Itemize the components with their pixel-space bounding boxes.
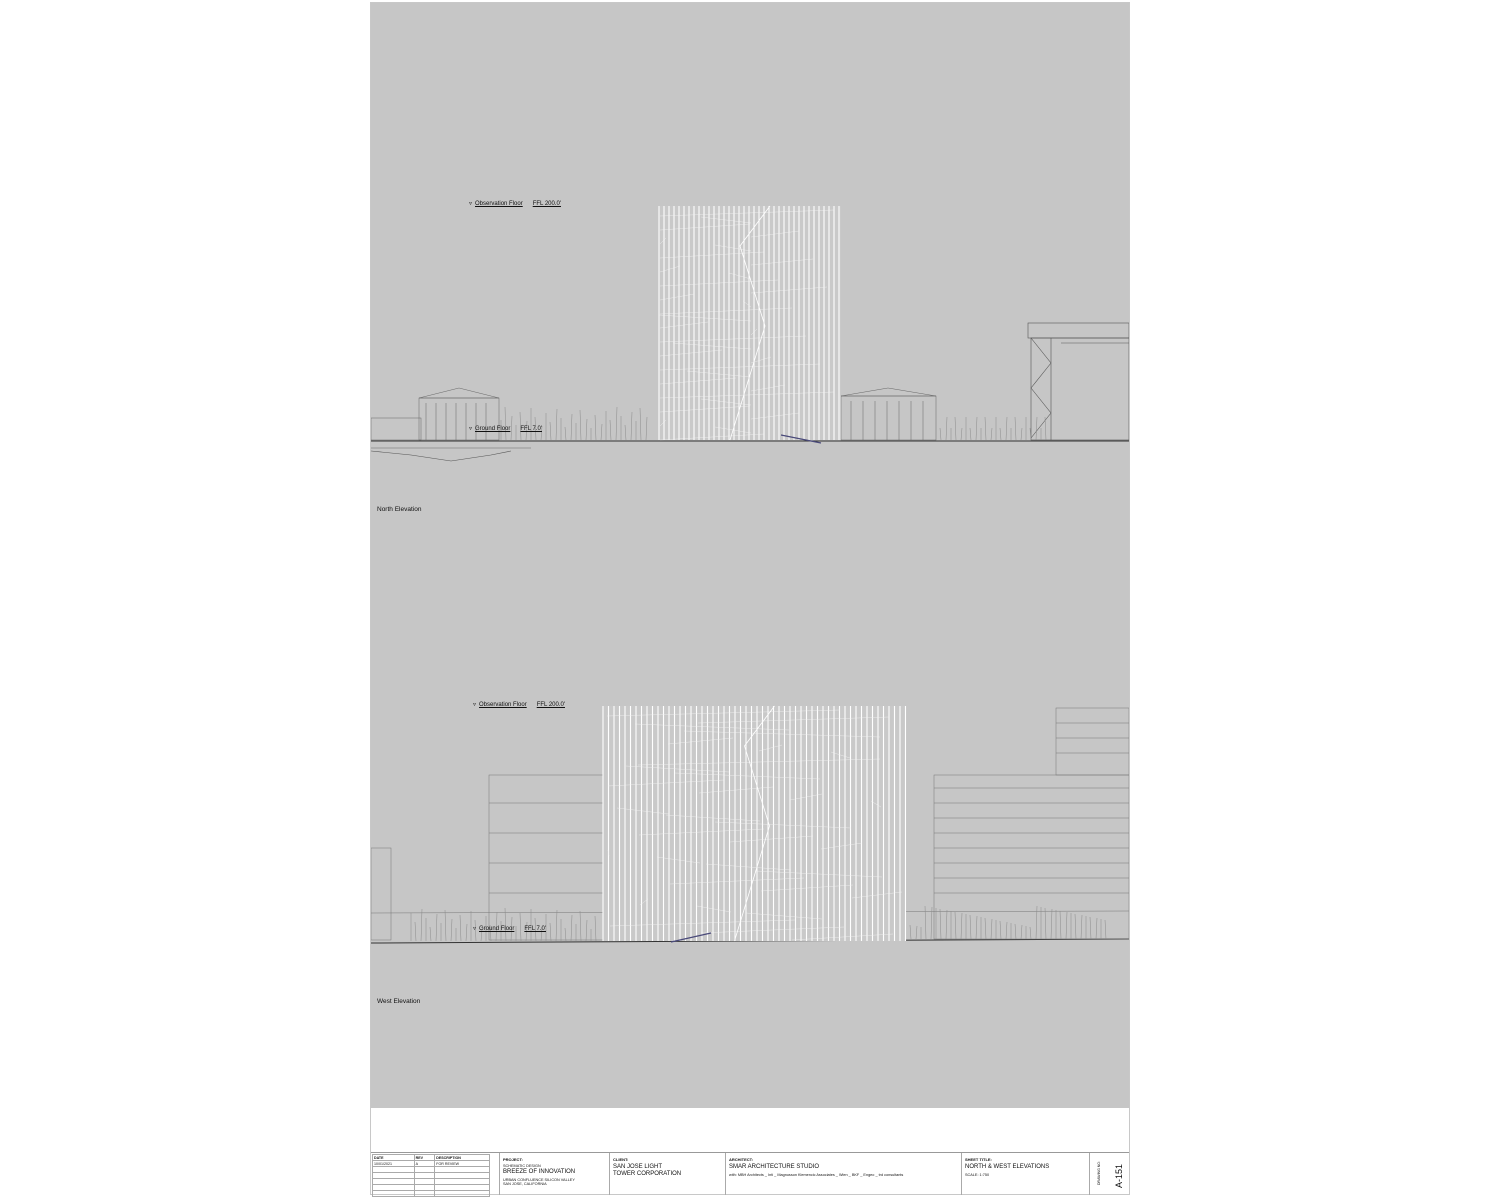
north-elevation-view xyxy=(371,3,1129,513)
architect-name: SMAR ARCHITECTURE STUDIO xyxy=(729,1164,820,1170)
ground-floor-level-marker xyxy=(469,425,542,432)
rev-header-description: DESCRIPTION xyxy=(435,1155,490,1161)
right-building xyxy=(934,708,1129,939)
rev-date: 10/01/2021 xyxy=(373,1161,415,1167)
project-name: BREEZE OF INNOVATION xyxy=(503,1168,576,1175)
level-ffl: FFL 200.0' xyxy=(532,201,561,207)
level-ffl: FFL 7.0' xyxy=(524,926,546,932)
north-elevation-drawing xyxy=(371,3,1129,523)
drawing-area xyxy=(371,3,1129,1108)
left-building xyxy=(371,388,499,440)
revision-table xyxy=(371,1153,491,1195)
left-building xyxy=(371,775,604,940)
rev-description: FOR REVIEW xyxy=(435,1161,490,1167)
level-name: Observation Floor xyxy=(479,702,527,708)
level-triangle-icon: ▿ xyxy=(469,201,473,207)
sheet-title-cell xyxy=(961,1153,1089,1195)
west-elevation-view xyxy=(371,503,1129,1003)
tower-facade xyxy=(603,706,906,941)
level-name: Ground Floor xyxy=(479,926,515,932)
west-elevation-drawing xyxy=(371,503,1129,1023)
level-triangle-icon: ▿ xyxy=(469,426,473,432)
level-name: Ground Floor xyxy=(475,426,511,432)
drawing-number-label: DRAWING NO: xyxy=(1096,1161,1101,1185)
rev-header-rev: REV xyxy=(414,1155,435,1161)
tower-facade xyxy=(659,206,841,440)
drawing-number-cell xyxy=(1089,1153,1129,1195)
right-structure xyxy=(1028,323,1129,440)
level-ffl: FFL 200.0' xyxy=(536,702,565,708)
observation-floor-level-marker xyxy=(473,701,565,708)
level-ffl: FFL 7.0' xyxy=(520,426,542,432)
client-name-line1: SAN JOSE LIGHT xyxy=(613,1164,663,1170)
table-row xyxy=(373,1191,490,1197)
project-phase: SCHEMATIC DESIGN xyxy=(503,1164,541,1168)
right-building xyxy=(841,388,936,440)
project-location-line1: URBAN CONFLUENCE SILICON VALLEY xyxy=(503,1177,575,1182)
client-name-line2: TOWER CORPORATION xyxy=(613,1171,682,1177)
client-label: CLIENT: xyxy=(613,1157,629,1162)
sheet-scale: SCALE: 1:750 xyxy=(965,1173,990,1177)
project-location-line2: SAN JOSE, CALIFORNIA xyxy=(503,1182,547,1186)
level-triangle-icon: ▿ xyxy=(473,702,477,708)
rev-header-date: DATE xyxy=(373,1155,415,1161)
rev-code: A xyxy=(414,1161,435,1167)
terrain-line xyxy=(371,451,511,461)
view-title: North Elevation xyxy=(377,506,422,513)
architect-cell xyxy=(725,1153,957,1195)
drawing-sheet xyxy=(370,2,1130,1195)
sheet-title: NORTH & WEST ELEVATIONS xyxy=(965,1164,1050,1170)
architect-label: ARCHITECT: xyxy=(729,1157,753,1162)
client-cell xyxy=(609,1153,725,1195)
observation-floor-level-marker xyxy=(469,200,561,207)
project-cell xyxy=(499,1153,609,1195)
drawing-number: A-151 xyxy=(1114,1163,1125,1189)
project-label: PROJECT: xyxy=(503,1157,523,1162)
sheet-title-label: SHEET TITLE: xyxy=(965,1157,992,1162)
title-block xyxy=(371,1152,1129,1194)
level-name: Observation Floor xyxy=(475,201,523,207)
architect-collaborators: with: MBH Architects _ Inti _ Magnusson Klemencic Associates _ Wien _ BKF _ Engeo _ trd consultants xyxy=(729,1173,904,1177)
view-title: West Elevation xyxy=(377,998,421,1005)
ground-floor-level-marker xyxy=(473,925,546,932)
level-triangle-icon: ▿ xyxy=(473,926,477,932)
